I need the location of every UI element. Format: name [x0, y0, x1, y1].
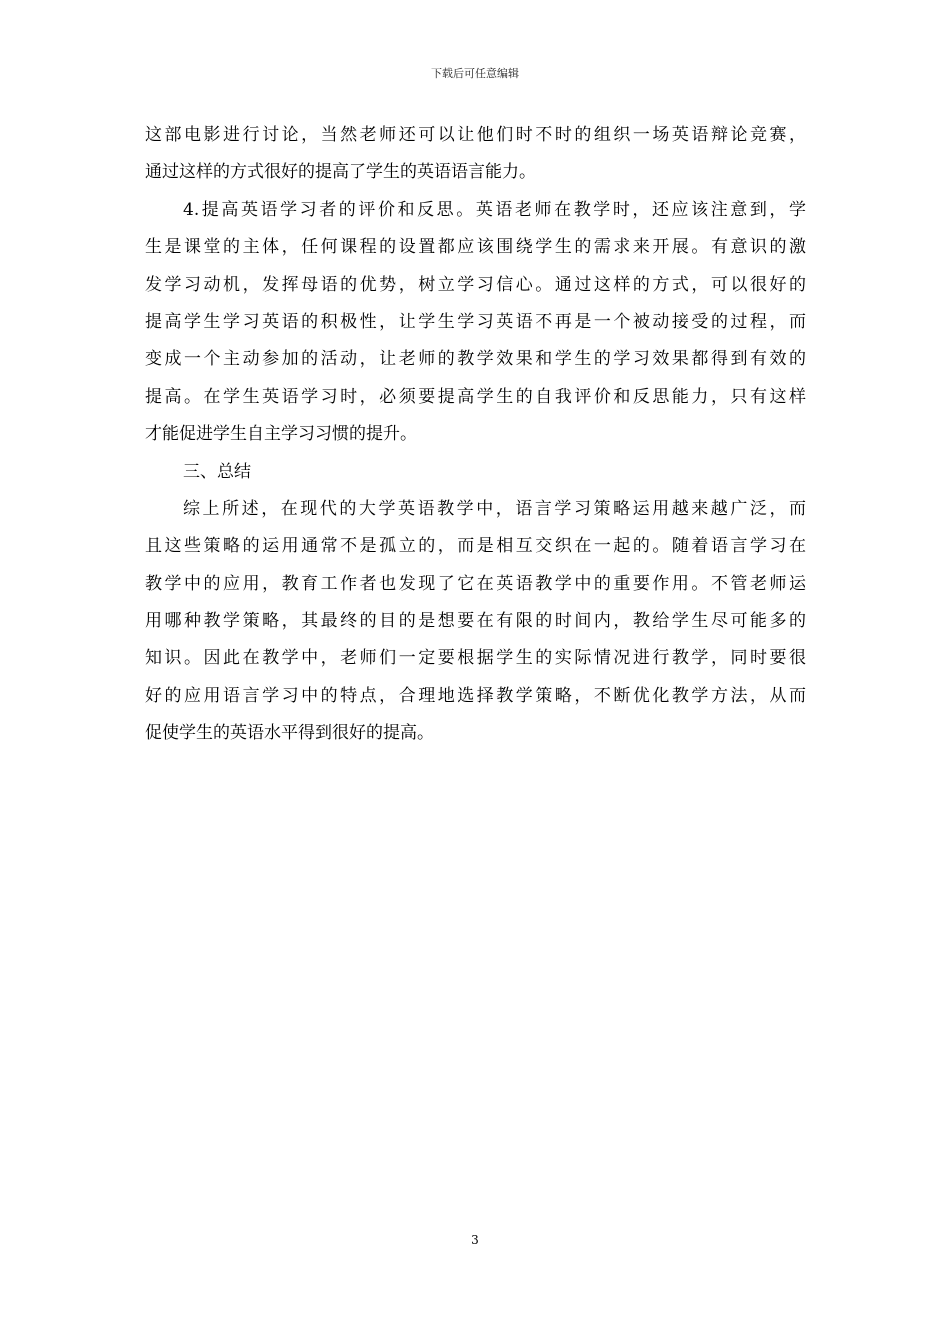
section-heading: 三、总结 [183, 461, 251, 482]
text-line: 好的应用语言学习中的特点，合理地选择教学策略，不断优化教学方法，从而 [145, 685, 806, 706]
text-line: 且这些策略的运用通常不是孤立的，而是相互交织在一起的。随着语言学习在 [145, 536, 806, 557]
text-line: 这部电影进行讨论，当然老师还可以让他们时不时的组织一场英语辩论竞赛， [145, 125, 806, 145]
text-line: 才能促进学生自主学习习惯的提升。 [145, 424, 417, 445]
text-line: 促使学生的英语水平得到很好的提高。 [145, 723, 434, 744]
text-line: 教学中的应用，教育工作者也发现了它在英语教学中的重要作用。不管老师运 [145, 573, 806, 594]
text-line: 综上所述，在现代的大学英语教学中，语言学习策略运用越来越广泛，而 [183, 498, 806, 519]
text-line: 通过这样的方式很好的提高了学生的英语语言能力。 [145, 162, 536, 183]
text-line: 变成一个主动参加的活动，让老师的教学效果和学生的学习效果都得到有效的 [145, 349, 806, 370]
text-line: 提高学生学习英语的积极性，让学生学习英语不再是一个被动接受的过程，而 [145, 311, 806, 332]
text-line: 用哪种教学策略，其最终的目的是想要在有限的时间内，教给学生尽可能多的 [145, 611, 806, 632]
text-line: 生是课堂的主体，任何课程的设置都应该围绕学生的需求来开展。有意识的激 [145, 237, 806, 258]
text-line: 提高。在学生英语学习时，必须要提高学生的自我评价和反思能力，只有这样 [145, 386, 806, 407]
page-number: 3 [471, 1233, 479, 1247]
document-body [145, 117, 806, 753]
text-line: 知识。因此在教学中，老师们一定要根据学生的实际情况进行教学，同时要很 [145, 648, 806, 669]
text-line: 发学习动机，发挥母语的优势，树立学习信心。通过这样的方式，可以很好的 [145, 274, 806, 295]
text-line: 4.提高英语学习者的评价和反思。英语老师在教学时，还应该注意到，学 [183, 199, 806, 220]
page-header: 下载后可任意编辑 [431, 67, 519, 80]
